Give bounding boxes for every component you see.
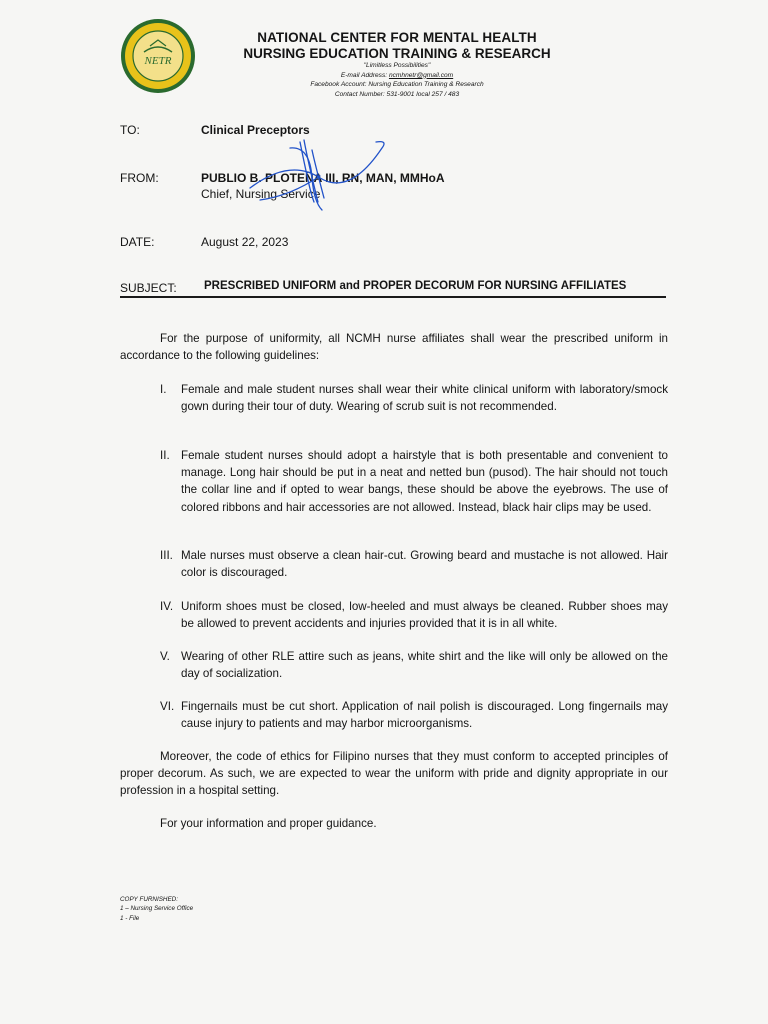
guideline-item-3 xyxy=(160,547,668,581)
email-link[interactable]: ncmhnetr@gmail.com xyxy=(388,71,454,79)
from-label: FROM: xyxy=(120,171,159,185)
guideline-text: Uniform shoes must be closed, low-heeled and must always be cleaned. Rubber shoes may be allowed to prevent accidents and injuries provided that it is in all white. xyxy=(181,600,668,631)
ncmh-netr-logo xyxy=(120,18,196,94)
copy-furnished-line: 1 - File xyxy=(120,914,140,922)
date-value: August 22, 2023 xyxy=(201,235,289,249)
guideline-item-1 xyxy=(160,381,668,415)
guideline-number: IV. xyxy=(160,600,174,613)
final-line: For your information and proper guidance. xyxy=(160,817,377,830)
guideline-text: Wearing of other RLE attire such as jeans, white shirt and the like will only be allowed on the day of socialization. xyxy=(181,650,668,681)
guideline-text: Male nurses must observe a clean hair-cut. Growing beard and mustache is not allowed. Hair color is discouraged. xyxy=(181,549,668,580)
facebook-line: Facebook Account: Nursing Education Training & Research xyxy=(310,81,484,89)
guideline-text: Female student nurses should adopt a hairstyle that is both presentable and convenient to manage. Long hair should be put in a neat and netted bun (pusod). The hair should not touch the collar line and if opted to wear bangs, these should be above the eyebrows. The use of colored ribbons and hair accessories are not allowed. Instead, black hair clips may be used. xyxy=(181,449,668,514)
from-name: PUBLIO B. PLOTEÑA III, RN, MAN, MMHoA xyxy=(201,171,445,185)
copy-furnished xyxy=(120,895,193,923)
org-name: NATIONAL CENTER FOR MENTAL HEALTH xyxy=(257,30,537,45)
copy-furnished-line: 1 – Nursing Service Office xyxy=(120,905,194,913)
contact-line: Contact Number: 531-9001 local 257 / 483 xyxy=(334,90,460,98)
email-label: E-mail Address: xyxy=(340,71,388,79)
guideline-text: Fingernails must be cut short. Application of nail polish is discouraged. Long fingernails may cause injury to patients and may harbor microorganisms. xyxy=(181,700,668,731)
to-label: TO: xyxy=(120,123,140,137)
letterhead xyxy=(232,30,562,99)
email-line xyxy=(232,71,562,81)
from-title: Chief, Nursing Service xyxy=(201,187,321,201)
subject-value: PRESCRIBED UNIFORM and PROPER DECORUM FOR NURSING AFFILIATES xyxy=(204,280,627,292)
subject-label: SUBJECT: xyxy=(120,281,177,295)
date-label: DATE: xyxy=(120,235,155,249)
guideline-item-5 xyxy=(160,648,668,682)
logo-text: NETR xyxy=(144,55,172,67)
guideline-item-2 xyxy=(160,447,668,516)
subject-underline xyxy=(120,296,666,298)
to-value: Clinical Preceptors xyxy=(201,123,310,137)
guideline-number: VI. xyxy=(160,700,175,713)
closing-paragraph: Moreover, the code of ethics for Filipino nurses that they must conform to accepted principles of proper decorum. As such, we are expected to wear the uniform with pride and dignity appropriate in our profession in a hospital setting. xyxy=(120,750,668,798)
guideline-item-6 xyxy=(160,698,668,732)
intro-paragraph: For the purpose of uniformity, all NCMH nurse affiliates shall wear the prescribed uniform in accordance to the following guidelines: xyxy=(120,332,668,363)
guideline-number: I. xyxy=(160,383,167,396)
org-unit: NURSING EDUCATION TRAINING & RESEARCH xyxy=(243,46,551,61)
guideline-number: III. xyxy=(160,549,173,562)
tagline: "Limitless Possibilities" xyxy=(363,62,431,69)
copy-furnished-title: COPY FURNISHED: xyxy=(120,896,178,903)
guideline-item-4 xyxy=(160,598,668,632)
guideline-text: Female and male student nurses shall wear their white clinical uniform with laboratory/smock gown during their tour of duty. Wearing of scrub suit is not recommended. xyxy=(181,383,668,414)
signature xyxy=(240,130,390,215)
guideline-number: II. xyxy=(160,449,170,462)
guideline-number: V. xyxy=(160,650,170,663)
